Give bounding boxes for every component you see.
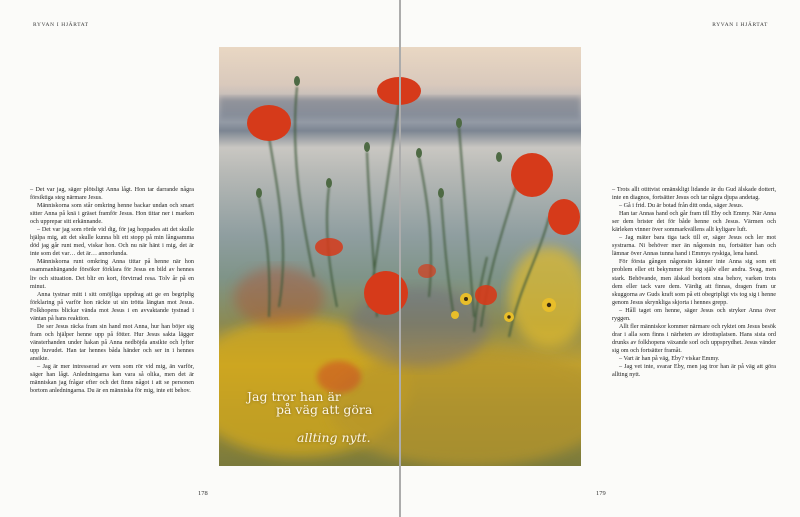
photo-quote-line: allting nytt.: [297, 430, 371, 445]
paragraph: – Trots allt otittvist omänskligt lidande är du Gud älskade dottert, inte en diagnos, fortsätter Jesus och tar några djupa andetag.: [612, 187, 776, 202]
running-head: RYVAN I HJÄRTAT: [712, 22, 768, 28]
paragraph: Han tar Annas hand och går fram till Eby och Emmy. När Anna ser dem brister det för både henne och Jesus. Värmen och kärleken vinner över sommarkvällens allt kyligare luft.: [612, 211, 776, 234]
paragraph: Människorna som står omkring henne backar undan och smart sitter Anna på knä i gräset framför Jesus. Hon tittar ner i marken och upprepar sitt erkännande.: [30, 203, 194, 226]
paragraph: – Jag vet inte, svarar Eby, men jag tror han är på väg att göra allting nytt.: [612, 364, 776, 379]
paragraph: Allt fler människor kommer närmare och ryktet om Jesus besök drar i alla som finns i närheten av idrottsplatsen. Hans sista ord drunks av folkhopens växande sorl och uppsprydhet. Jesus vänder sig om och fortsätter framåt.: [612, 323, 776, 354]
paragraph: – Det var jag som rörde vid dig, för jag hoppades att det skulle hjälpa mig, att det skulle kunna bli ett stopp på min långsamma död jag går runt med, viskar hon. Och nu när hänt i mig, det är inte som det var… det är… annorlunda.: [30, 227, 194, 258]
photo-quote-line: på väg att göra: [276, 402, 373, 417]
paragraph: – Jag är mer intresserad av vem som rör vid mig, än varför, säger han lågt. Anledningarna kan vara så olika, men det är människan jag frågar efter och det finns något i att se personen bortom anledningarna. Du är en människa för mig, inte ett behov.: [30, 364, 194, 395]
paragraph: Anna tystnar mitt i sitt omöjliga uppdrag att ge en begriplig förklaring på varför hon räckte ut sin trötta längtan mot Jesus. Folkhopens blickar vända mot Jesus i en avvaktande tystnad i väntan på hans reaktion.: [30, 291, 194, 322]
page-number: 179: [596, 490, 606, 497]
paragraph: – Vart är han på väg, Eby? viskar Emmy.: [619, 355, 720, 362]
book-gutter: [399, 0, 401, 517]
paragraph: De ser Jesus räcka fram sin hand mot Anna, hur han böjer sig fram och hjälper henne upp på fötter. Hur Jesus sakta lägger vänsterhanden under hakan på Anna nedböjda ansikte och lyfter upp huvudet. Han tar hennes båda händer och ser in i hennes ansikte.: [30, 323, 194, 362]
left-text-column: [30, 186, 194, 395]
photo-quote-line: Jag tror han är: [247, 389, 341, 404]
paragraph: – Håll taget om henne, säger Jesus och stryker Anna över ryggen.: [612, 307, 776, 322]
paragraph: – Det var jag, säger plötsligt Anna lågt. Hon tar darrande några försiktiga steg närmare Jesus.: [30, 187, 194, 202]
right-text-column: [612, 186, 776, 379]
page-number: 178: [198, 490, 208, 497]
paragraph: – Gå i frid. Du är botad från ditt onda, säger Jesus.: [619, 203, 744, 210]
paragraph: Människorna runt omkring Anna tittar på henne när hon osammanhängande försöker förklara för Jesus en bild av hennes liv och situation. Det blir en kort, förvirrad resa. Tolv år på en minut.: [30, 259, 194, 290]
paragraph: – Jag mäter bara tiga tack till er, säger Jesus och ler mot systrarna. Ni behöver mer än någonsin nu, fortsätter han och lämnar över Annas tunna hand i Emmys ryskiga, lena hand.: [612, 235, 776, 258]
paragraph: För första gången någonsin känner inte Anna sig som ett problem eller ett bekymmer för sig själv eller andra. Svag, men stark. Behövande, men älskad bortom sina behov, varken trots dem eller tack vare dem. Värdig att finnas, dragen fram ur skuggorna av Guds kraft som på ett obegripligt vis tog sig i henne genom Jesus skrynkliga skjorta i hennes grepp.: [612, 259, 776, 306]
running-head: RYVAN I HJÄRTAT: [33, 22, 89, 28]
